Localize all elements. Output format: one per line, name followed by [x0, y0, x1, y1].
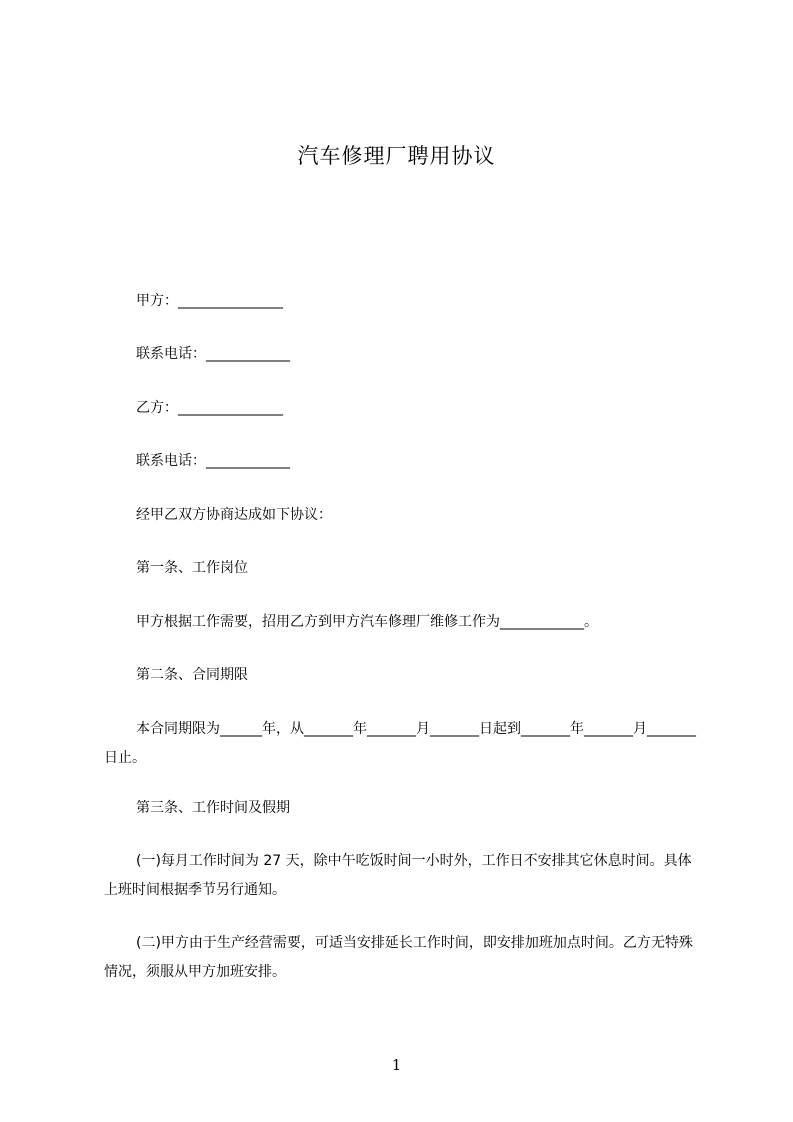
page-number: 1	[391, 1056, 402, 1074]
article-1-heading: 第一条、工作岗位	[136, 560, 248, 576]
party-b-phone-line: 联系电话：____________	[136, 453, 290, 469]
article-3-item-2: (二)甲方由于生产经营需要，可适当安排延长工作时间，即安排加班加点时间。乙方无特殊情况，须服从甲方加班安排。	[104, 935, 693, 980]
agreement-intro: 经甲乙双方协商达成如下协议：	[136, 507, 332, 523]
party-a-phone-line: 联系电话：____________	[136, 346, 290, 362]
party-b-line: 乙方：_______________	[136, 400, 283, 416]
party-a-line: 甲方：_______________	[136, 293, 283, 309]
article-2-text: 本合同期限为______年，从_______年_______月_______日起到_______年_______月_______日止。	[104, 721, 696, 766]
article-3-item-1: (一)每月工作时间为 27 天，除中午吃饭时间一小时外，工作日不安排其它休息时间。具体上班时间根据季节另行通知。	[104, 853, 692, 898]
article-1-text: 甲方根据工作需要，招用乙方到甲方汽车修理厂维修工作为____________。	[136, 614, 598, 630]
article-2-heading: 第二条、合同期限	[136, 667, 248, 683]
article-3-heading: 第三条、工作时间及假期	[136, 800, 290, 816]
page-title: 汽车修理厂聘用协议	[297, 144, 496, 168]
